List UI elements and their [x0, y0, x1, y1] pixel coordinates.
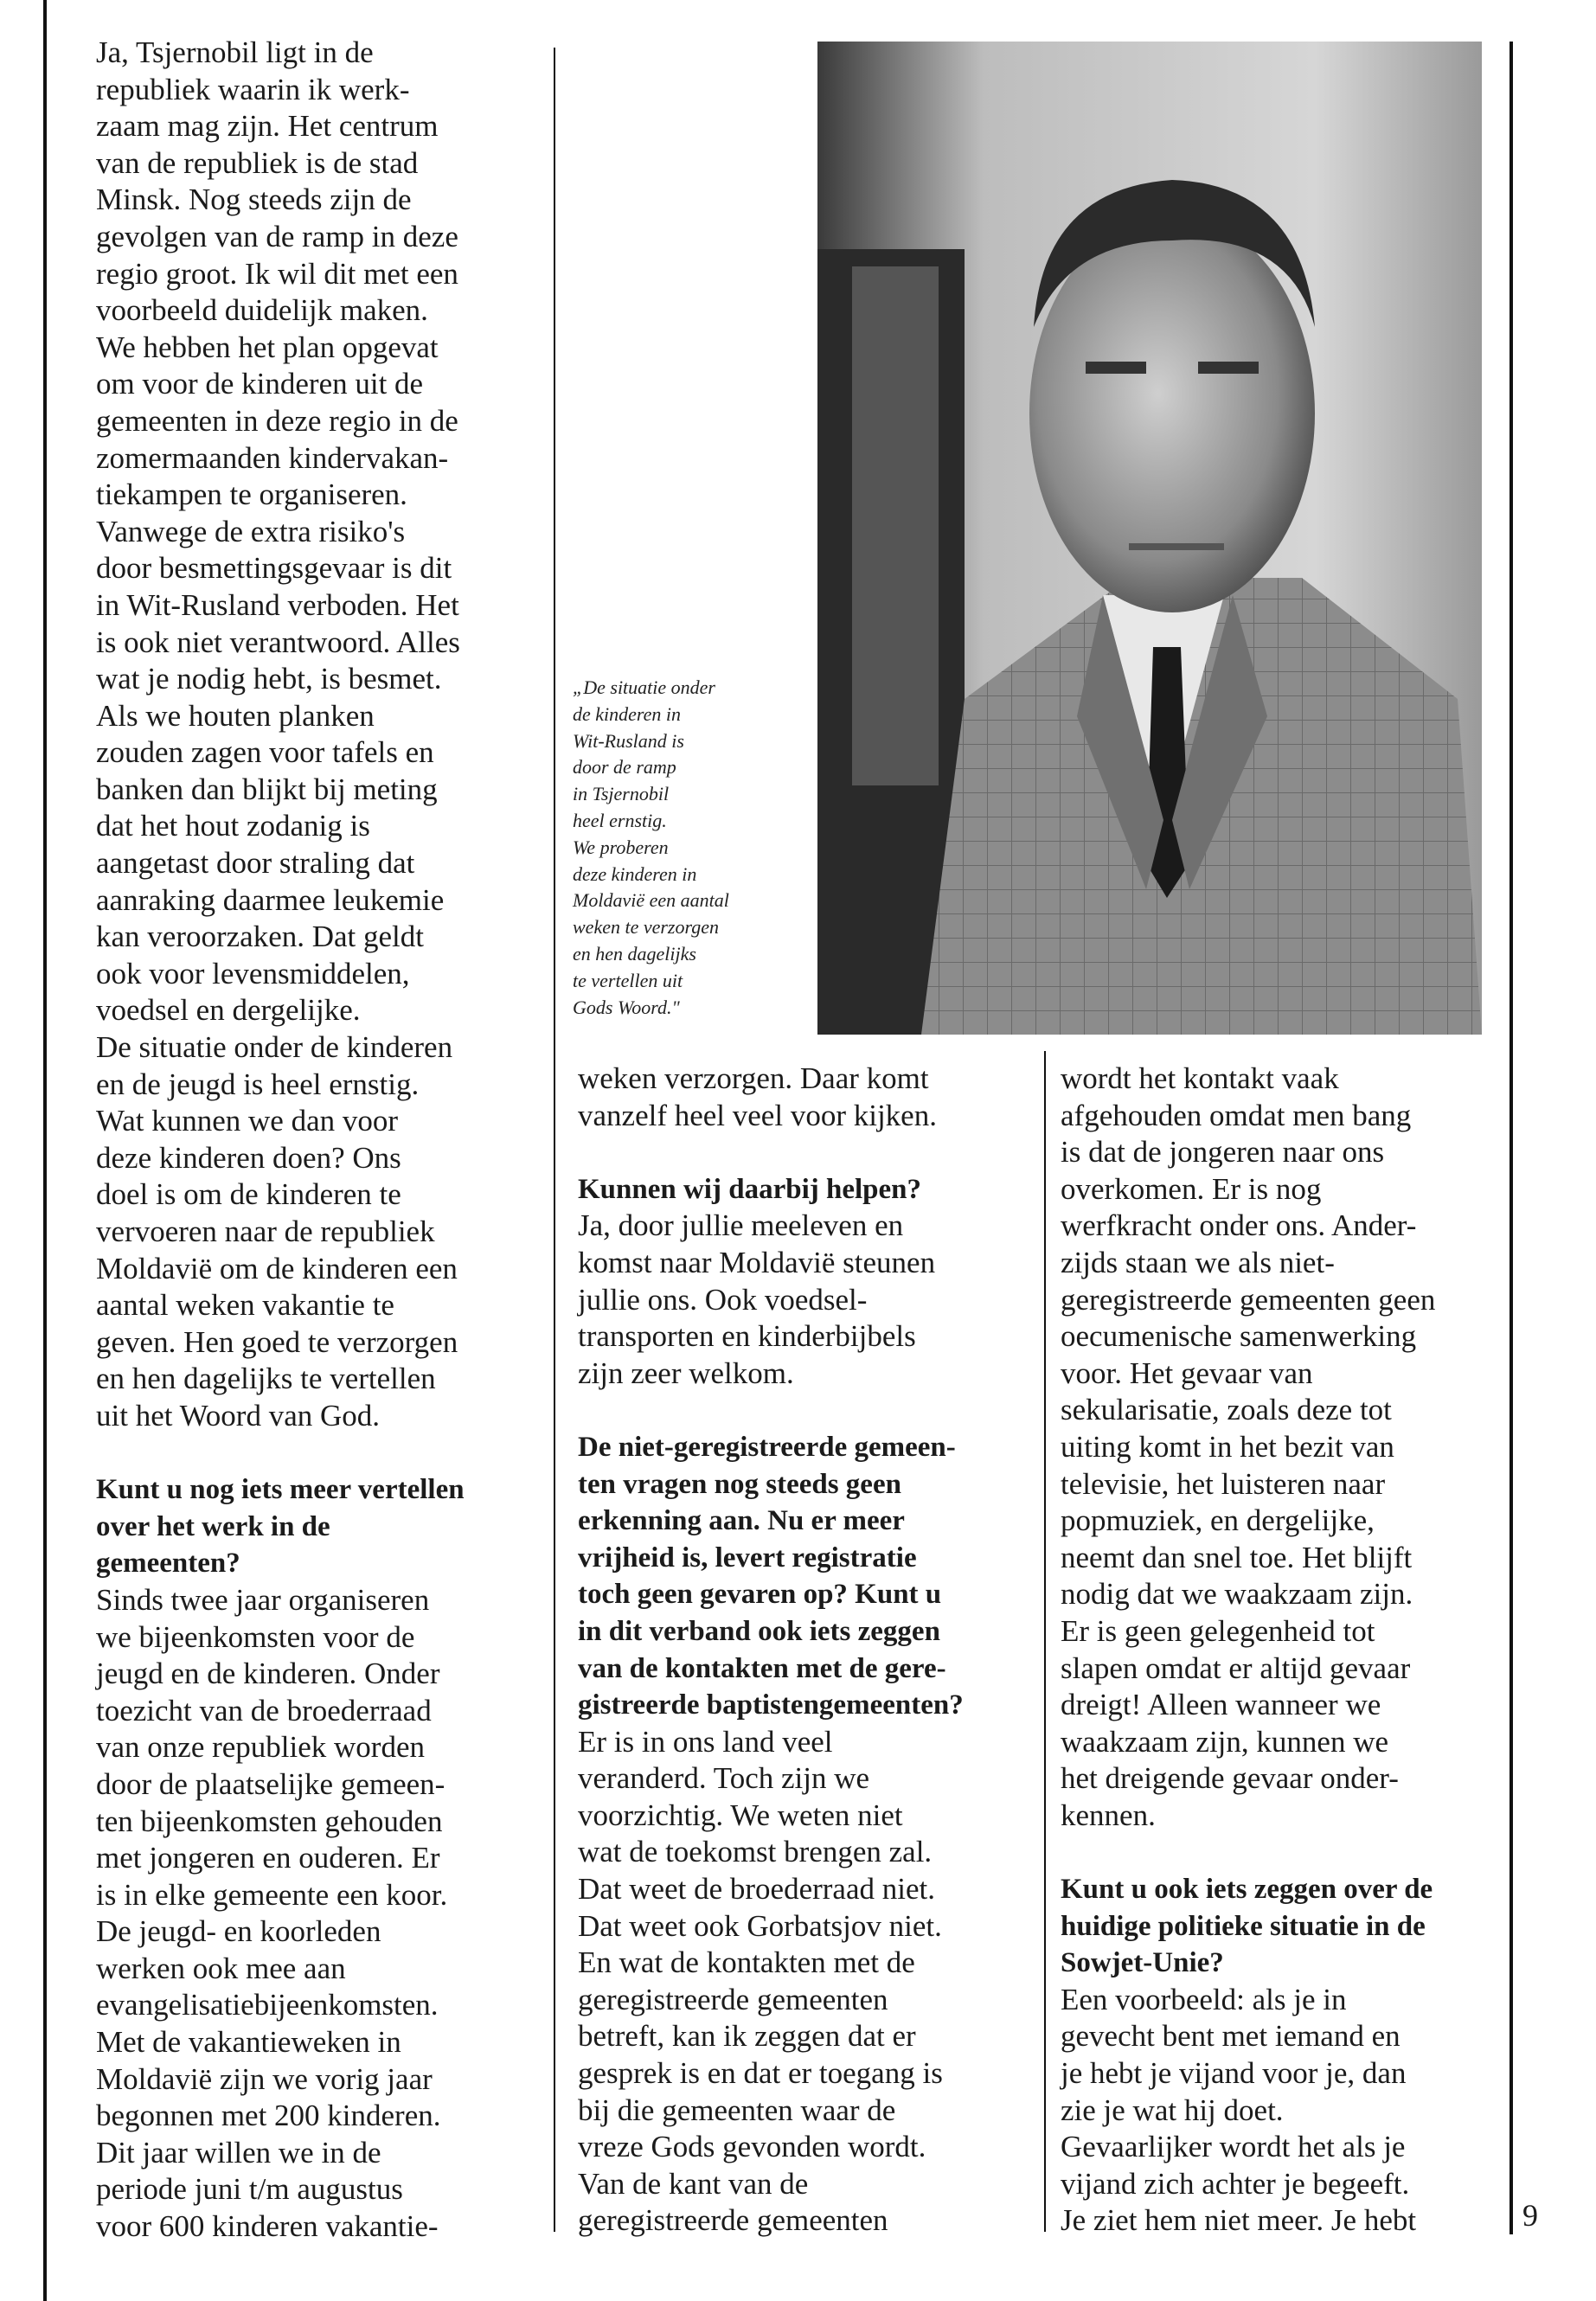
- caption-line: Wit-Rusland is: [573, 729, 684, 752]
- body-text-line: gevolgen van de ramp in deze: [96, 219, 458, 253]
- caption-line: in Tsjernobil: [573, 783, 670, 805]
- body-text-line: jullie ons. Ook voedsel-: [578, 1282, 868, 1317]
- body-text-line: zijn zeer welkom.: [578, 1356, 794, 1390]
- body-text-line: werfkracht onder ons. Ander-: [1061, 1208, 1417, 1243]
- question-heading-line: vrijheid is, levert registratie: [578, 1541, 917, 1574]
- body-text-line: voorbeeld duidelijk maken.: [96, 293, 428, 328]
- body-text-line: geven. Hen goed te verzorgen: [96, 1324, 458, 1359]
- question-heading-line: Sowjet-Unie?: [1061, 1947, 1224, 1979]
- body-text-line: regio groot. Ik wil dit met een: [96, 256, 458, 291]
- body-text-line: het dreigende gevaar onder-: [1061, 1761, 1399, 1796]
- caption-line: Moldavië een aantal: [573, 889, 729, 912]
- body-text-line: komst naar Moldavië steunen: [578, 1245, 936, 1279]
- body-text-line: wat de toekomst brengen zal.: [578, 1835, 933, 1869]
- body-text-line: is ook niet verantwoord. Alles: [96, 625, 460, 659]
- body-text-line: Met de vakantieweken in: [96, 2025, 401, 2060]
- body-text-line: doel is om de kinderen te: [96, 1177, 401, 1212]
- body-text-line: zomermaanden kindervakan-: [96, 440, 449, 475]
- question-heading-line: Kunt u nog iets meer vertellen: [96, 1474, 465, 1506]
- body-text-line: vijand zich achter je begeeft.: [1061, 2166, 1410, 2201]
- caption-line: Gods Woord.": [573, 996, 680, 1018]
- body-text-line: om voor de kinderen uit de: [96, 367, 424, 401]
- body-text-line: sekularisatie, zoals deze tot: [1061, 1393, 1392, 1427]
- body-text-line: Vanwege de extra risiko's: [96, 514, 406, 548]
- body-text-line: slapen omdat er altijd gevaar: [1061, 1650, 1411, 1685]
- body-text-line: aantal weken vakantie te: [96, 1288, 394, 1323]
- column-divider-2: [1044, 1051, 1046, 2232]
- body-text-line: Minsk. Nog steeds zijn de: [96, 183, 412, 217]
- body-text-line: wordt het kontakt vaak: [1061, 1061, 1339, 1095]
- caption-line: door de ramp: [573, 756, 676, 779]
- page-number: 9: [1522, 2198, 1538, 2233]
- body-text-line: banken dan blijkt bij meting: [96, 772, 438, 806]
- body-text-line: door besmettingsgevaar is dit: [96, 551, 452, 586]
- body-text-line: begonnen met 200 kinderen.: [96, 2099, 441, 2133]
- question-heading-line: toch geen gevaren op? Kunt u: [578, 1579, 942, 1611]
- body-text-line: Er is in ons land veel: [578, 1724, 833, 1759]
- question-heading-line: huidige politieke situatie in de: [1061, 1910, 1426, 1942]
- body-text-line: gesprek is en dat er toegang is: [578, 2056, 943, 2091]
- caption-line: en hen dagelijks: [573, 942, 696, 965]
- body-text-line: is in elke gemeente een koor.: [96, 1877, 448, 1912]
- body-text-line: toezicht van de broederraad: [96, 1693, 432, 1727]
- body-text-line: in Wit-Rusland verboden. Het: [96, 587, 459, 622]
- body-text-line: [578, 1392, 964, 1429]
- body-text-line: Ja, door jullie meeleven en: [578, 1208, 904, 1243]
- body-text-line: en de jeugd is heel ernstig.: [96, 1067, 420, 1101]
- body-text-line: oecumenische samenwerking: [1061, 1319, 1417, 1354]
- body-text-line: dreigt! Alleen wanneer we: [1061, 1688, 1381, 1722]
- body-text-line: jeugd en de kinderen. Onder: [96, 1657, 440, 1691]
- question-heading-line: gemeenten?: [96, 1548, 240, 1580]
- caption-line: de kinderen in: [573, 702, 682, 725]
- body-text-line: we bijeenkomsten voor de: [96, 1619, 415, 1654]
- body-text-line: is dat de jongeren naar ons: [1061, 1135, 1385, 1170]
- caption-line: „De situatie onder: [573, 676, 715, 698]
- body-text-line: televisie, het luisteren naar: [1061, 1466, 1386, 1501]
- body-text-line: tiekampen te organiseren.: [96, 478, 407, 512]
- body-text-line: aanraking daarmee leukemie: [96, 882, 445, 917]
- body-text-line: periode juni t/m augustus: [96, 2172, 403, 2207]
- body-text-line: [1061, 1834, 1435, 1871]
- body-text-line: En wat de kontakten met de: [578, 1945, 915, 1980]
- body-text-line: ook voor levensmiddelen,: [96, 956, 410, 990]
- body-text-line: Van de kant van de: [578, 2166, 809, 2201]
- body-text-line: Er is geen gelegenheid tot: [1061, 1613, 1375, 1648]
- body-text-line: Als we houten planken: [96, 698, 375, 733]
- question-heading-line: gistreerde baptistengemeenten?: [578, 1689, 964, 1721]
- left-margin-rule: [43, 0, 47, 2301]
- body-text-line: geregistreerde gemeenten: [578, 2203, 888, 2238]
- body-text-line: overkomen. Er is nog: [1061, 1171, 1322, 1206]
- body-text-line: zaam mag zijn. Het centrum: [96, 109, 439, 144]
- body-text-line: gevecht bent met iemand en: [1061, 2019, 1401, 2054]
- body-text-line: ten bijeenkomsten gehouden: [96, 1804, 443, 1838]
- caption-line: deze kinderen in: [573, 862, 697, 885]
- body-text-line: met jongeren en ouderen. Er: [96, 1841, 440, 1875]
- body-text-line: [96, 1435, 465, 1472]
- body-text-line: Moldavië om de kinderen een: [96, 1251, 458, 1285]
- question-heading-line: in dit verband ook iets zeggen: [578, 1615, 940, 1647]
- body-text-line: voedsel en dergelijke.: [96, 993, 361, 1028]
- body-text-line: vanzelf heel veel voor kijken.: [578, 1098, 937, 1132]
- body-text-line: [578, 1134, 964, 1171]
- body-text-line: en hen dagelijks te vertellen: [96, 1362, 436, 1396]
- body-text-line: De jeugd- en koorleden: [96, 1914, 381, 1949]
- body-text-line: voor. Het gevaar van: [1061, 1356, 1313, 1390]
- body-text-line: voor 600 kinderen vakantie-: [96, 2209, 439, 2244]
- body-text-line: wat je nodig hebt, is besmet.: [96, 662, 442, 696]
- body-text-line: van onze republiek worden: [96, 1730, 425, 1765]
- body-text-line: uit het Woord van God.: [96, 1398, 381, 1433]
- body-text-line: bij die gemeenten waar de: [578, 2093, 896, 2127]
- column-divider-1: [554, 48, 555, 2232]
- caption-line: heel ernstig.: [573, 809, 667, 831]
- question-heading-line: De niet-geregistreerde gemeen-: [578, 1431, 956, 1463]
- text-column-1: [96, 35, 465, 2246]
- photo-caption: [573, 675, 729, 1021]
- body-text-line: kan veroorzaken. Dat geldt: [96, 920, 425, 954]
- body-text-line: waakzaam zijn, kunnen we: [1061, 1724, 1389, 1759]
- body-text-line: gemeenten in deze regio in de: [96, 403, 458, 438]
- body-text-line: je hebt je vijand voor je, dan: [1061, 2056, 1407, 2091]
- body-text-line: werken ook mee aan: [96, 1951, 346, 1985]
- body-text-line: weken verzorgen. Daar komt: [578, 1061, 929, 1095]
- body-text-line: Sinds twee jaar organiseren: [96, 1582, 430, 1617]
- question-heading-line: Kunt u ook iets zeggen over de: [1061, 1874, 1433, 1906]
- text-column-3: [1061, 1061, 1435, 2240]
- question-heading-line: over het werk in de: [96, 1510, 330, 1542]
- body-text-line: uiting komt in het bezit van: [1061, 1429, 1394, 1464]
- text-column-2: [578, 1061, 964, 2240]
- body-text-line: Ja, Tsjernobil ligt in de: [96, 35, 374, 69]
- caption-line: te vertellen uit: [573, 969, 683, 991]
- body-text-line: popmuziek, en dergelijke,: [1061, 1503, 1375, 1538]
- body-text-line: Wat kunnen we dan voor: [96, 1104, 399, 1138]
- body-text-line: zie je wat hij doet.: [1061, 2093, 1284, 2127]
- body-text-line: transporten en kinderbijbels: [578, 1319, 916, 1354]
- body-text-line: neemt dan snel toe. Het blijft: [1061, 1540, 1413, 1574]
- body-text-line: Gevaarlijker wordt het als je: [1061, 2130, 1406, 2164]
- question-heading-line: van de kontakten met de gere-: [578, 1652, 946, 1684]
- question-heading-line: Kunnen wij daarbij helpen?: [578, 1173, 921, 1205]
- body-text-line: We hebben het plan opgevat: [96, 330, 439, 364]
- body-text-line: geregistreerde gemeenten: [578, 1982, 888, 2016]
- portrait-photo: [817, 42, 1482, 1035]
- body-text-line: De situatie onder de kinderen: [96, 1030, 453, 1065]
- body-text-line: Dit jaar willen we in de: [96, 2135, 381, 2170]
- caption-line: We proberen: [573, 836, 669, 858]
- body-text-line: van de republiek is de stad: [96, 145, 419, 180]
- caption-line: weken te verzorgen: [573, 916, 720, 939]
- body-text-line: deze kinderen doen? Ons: [96, 1140, 401, 1175]
- body-text-line: door de plaatselijke gemeen-: [96, 1766, 445, 1801]
- body-text-line: Een voorbeeld: als je in: [1061, 1982, 1347, 2016]
- body-text-line: Dat weet de broederraad niet.: [578, 1872, 935, 1907]
- body-text-line: betreft, kan ik zeggen dat er: [578, 2019, 916, 2054]
- question-heading-line: ten vragen nog steeds geen: [578, 1468, 901, 1500]
- right-margin-rule: [1509, 42, 1513, 2234]
- body-text-line: nodig dat we waakzaam zijn.: [1061, 1577, 1413, 1612]
- body-text-line: kennen.: [1061, 1798, 1156, 1832]
- body-text-line: Je ziet hem niet meer. Je hebt: [1061, 2203, 1417, 2238]
- body-text-line: Dat weet ook Gorbatsjov niet.: [578, 1908, 942, 1943]
- question-heading-line: erkenning aan. Nu er meer: [578, 1505, 905, 1537]
- body-text-line: voorzichtig. We weten niet: [578, 1798, 903, 1832]
- body-text-line: geregistreerde gemeenten geen: [1061, 1282, 1436, 1317]
- body-text-line: vreze Gods gevonden wordt.: [578, 2130, 926, 2164]
- body-text-line: evangelisatiebijeenkomsten.: [96, 1988, 439, 2022]
- body-text-line: veranderd. Toch zijn we: [578, 1761, 870, 1796]
- body-text-line: Moldavië zijn we vorig jaar: [96, 2061, 433, 2096]
- body-text-line: zouden zagen voor tafels en: [96, 735, 434, 770]
- body-text-line: aangetast door straling dat: [96, 846, 415, 881]
- body-text-line: zijds staan we als niet-: [1061, 1245, 1335, 1279]
- body-text-line: afgehouden omdat men bang: [1061, 1098, 1412, 1132]
- body-text-line: dat het hout zodanig is: [96, 809, 370, 843]
- body-text-line: vervoeren naar de republiek: [96, 1215, 435, 1248]
- body-text-line: republiek waarin ik werk-: [96, 72, 410, 106]
